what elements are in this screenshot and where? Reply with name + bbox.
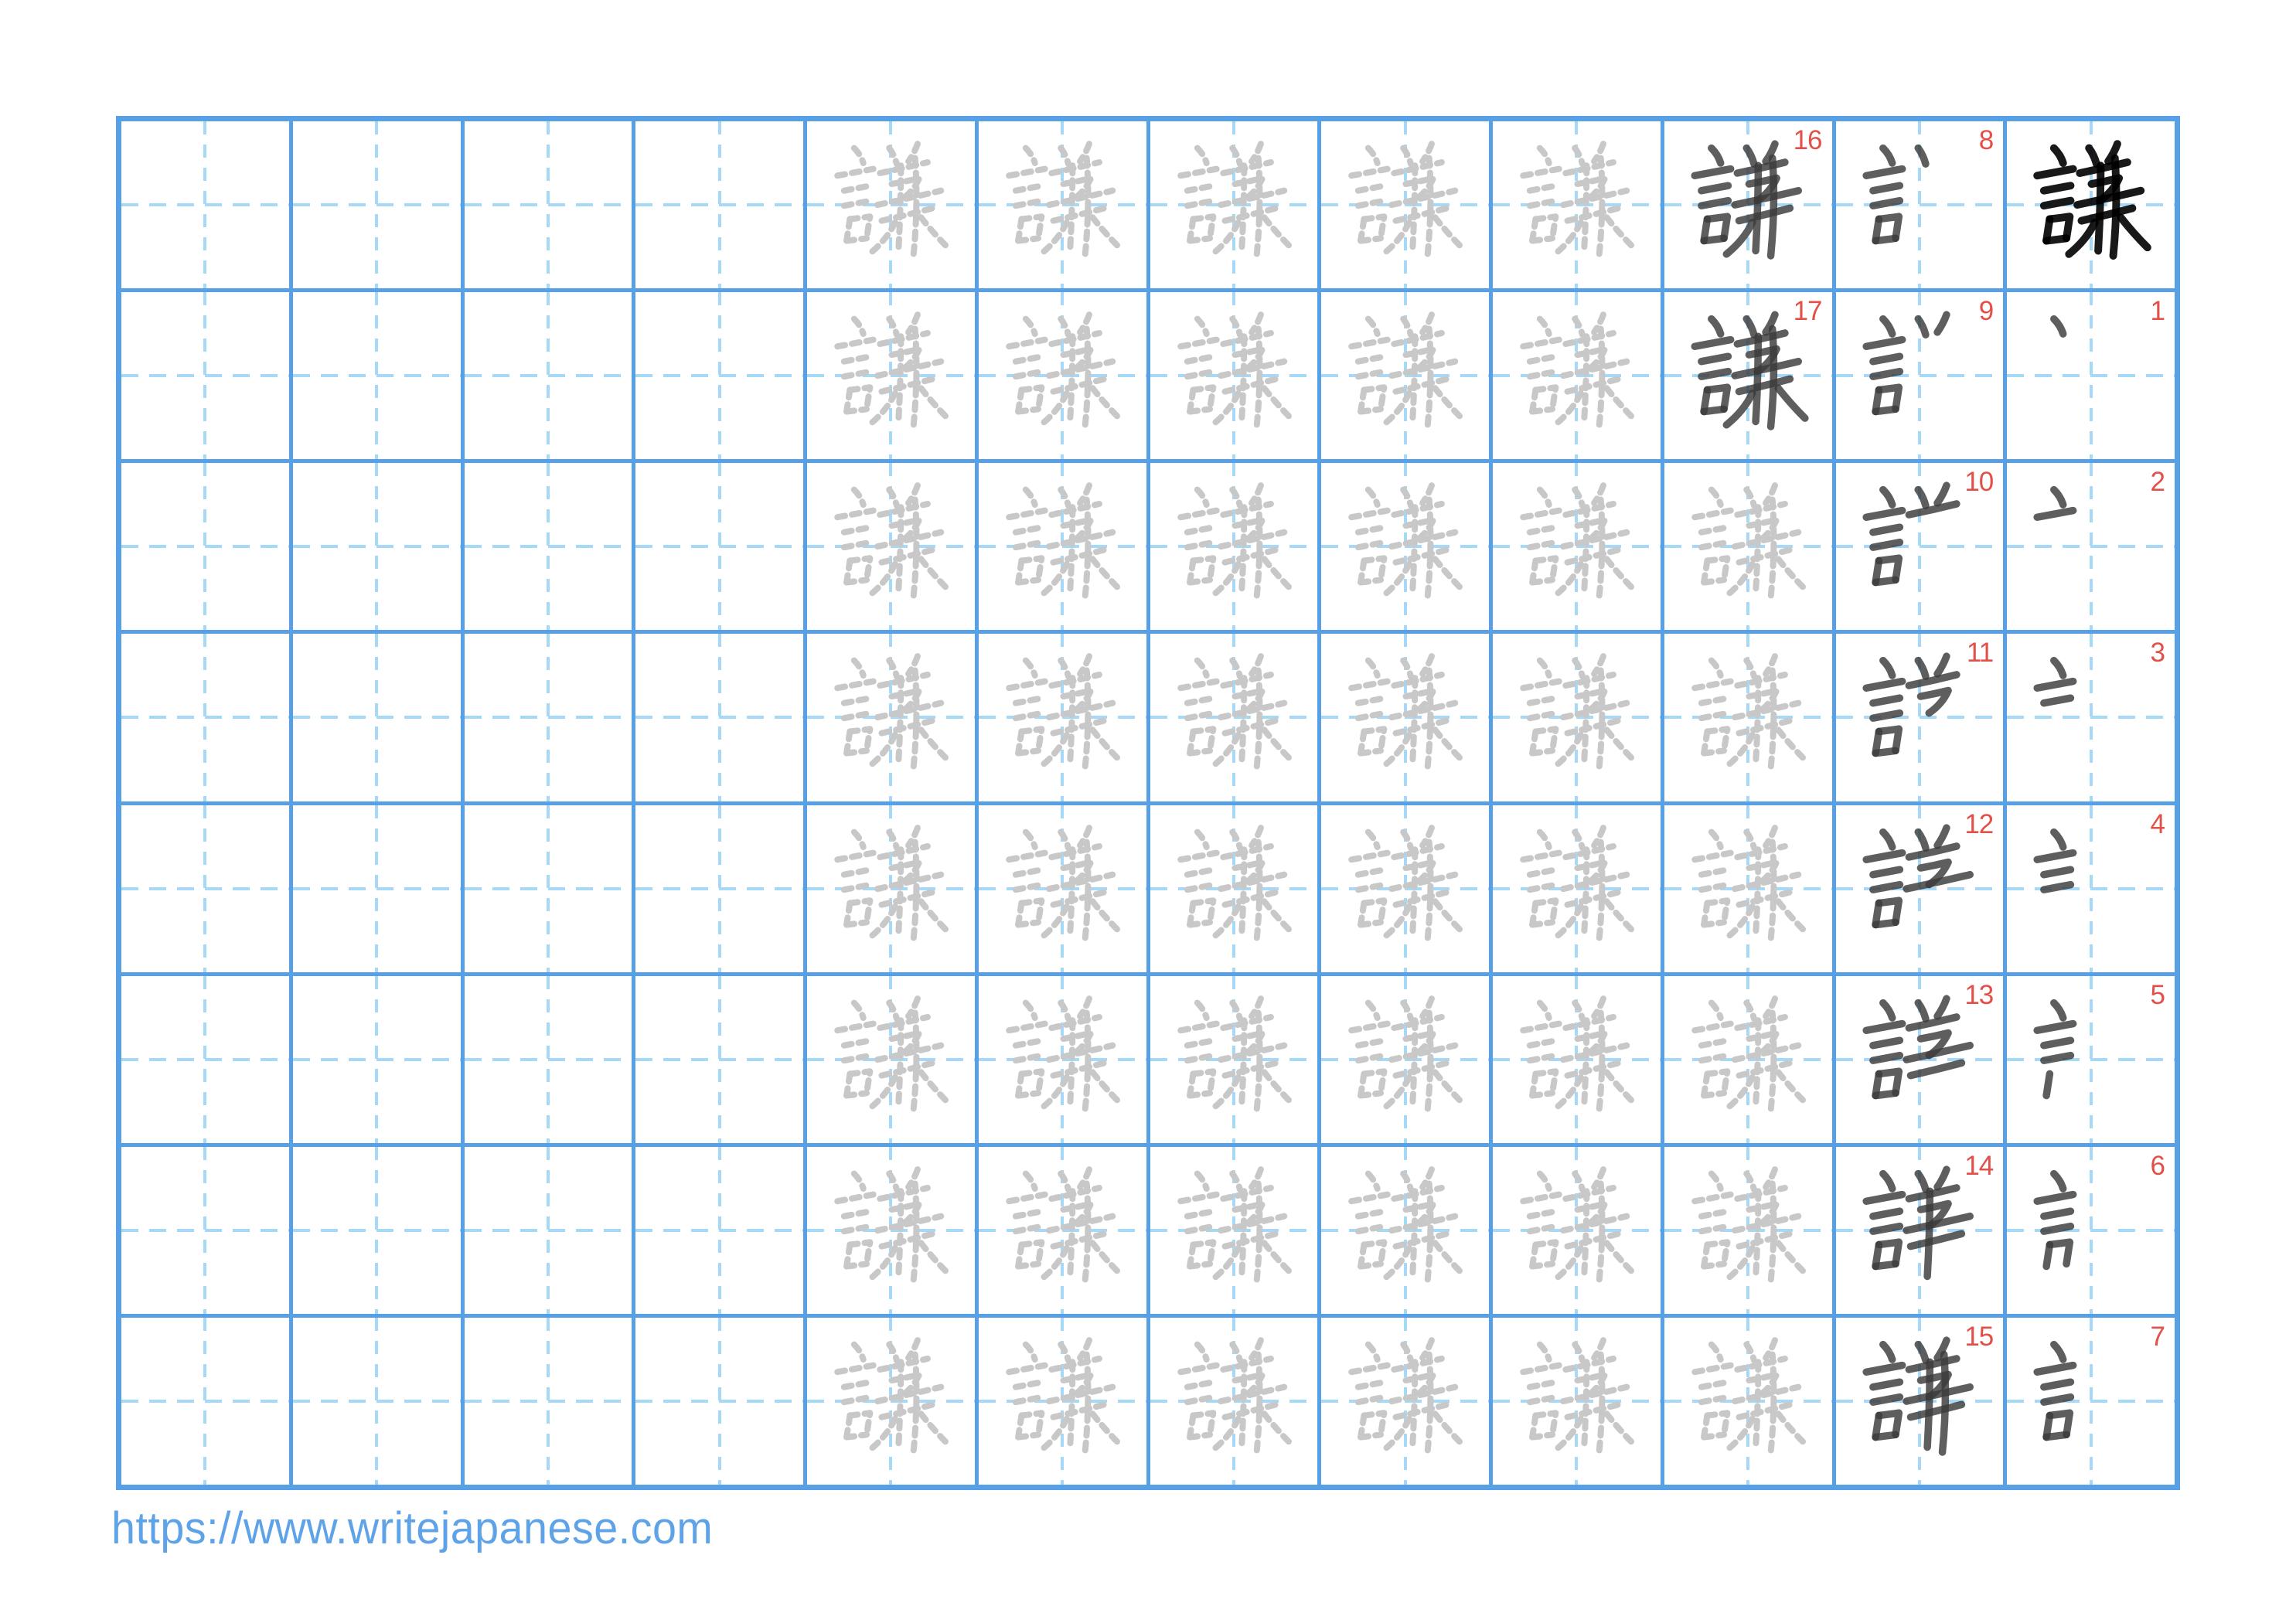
- kanji-partial-strokes: [2007, 634, 2175, 801]
- kanji-trace-outline: [1321, 121, 1489, 288]
- kanji-trace-outline: [1150, 292, 1318, 459]
- stroke-number: 11: [1966, 638, 1994, 669]
- kanji-trace-outline: [1493, 292, 1661, 459]
- stroke-step-cell: [2007, 1147, 2175, 1314]
- stroke-step-cell: [2007, 1318, 2175, 1485]
- practice-cell-empty: [121, 1147, 289, 1314]
- stroke-step-cell: [2007, 805, 2175, 972]
- trace-cell: [979, 1147, 1146, 1314]
- kanji-trace-outline: [1493, 463, 1661, 630]
- cell-center-guide-vertical: [203, 121, 206, 288]
- kanji-trace-outline: [979, 1318, 1146, 1485]
- example-kanji-cell: [2007, 121, 2175, 288]
- practice-cell-empty: [293, 976, 461, 1143]
- cell-center-guide-vertical: [547, 463, 550, 630]
- stroke-number: 16: [1793, 125, 1822, 155]
- kanji-trace-outline: [1664, 1147, 1832, 1314]
- practice-cell-empty: [121, 292, 289, 459]
- practice-cell-empty: [121, 1318, 289, 1485]
- trace-cell: [1321, 1147, 1489, 1314]
- cell-center-guide-vertical: [203, 1318, 206, 1485]
- stroke-step-cell: [1836, 805, 2004, 972]
- stroke-step-cell: [1836, 634, 2004, 801]
- practice-cell-empty: [121, 805, 289, 972]
- trace-cell: [807, 1147, 975, 1314]
- kanji-trace-outline: [1664, 976, 1832, 1143]
- kanji-partial-strokes: [2007, 805, 2175, 972]
- stroke-number: 15: [1964, 1321, 1994, 1352]
- practice-cell-empty: [293, 463, 461, 630]
- practice-cell-empty: [293, 1147, 461, 1314]
- trace-cell: [1493, 121, 1661, 288]
- kanji-trace-outline: [1321, 292, 1489, 459]
- kanji-trace-outline: [979, 1147, 1146, 1314]
- kanji-trace-outline: [1150, 463, 1318, 630]
- trace-cell: [979, 292, 1146, 459]
- trace-cell: [1150, 1318, 1318, 1485]
- kanji-partial-strokes: [1836, 292, 2004, 459]
- trace-cell: [1150, 976, 1318, 1143]
- trace-cell: [1493, 292, 1661, 459]
- kanji-trace-outline: [1321, 805, 1489, 972]
- kanji-partial-strokes: [2007, 1147, 2175, 1314]
- stroke-step-cell: [2007, 976, 2175, 1143]
- cell-center-guide-vertical: [547, 121, 550, 288]
- kanji-partial-strokes: [2007, 976, 2175, 1143]
- trace-cell: [979, 634, 1146, 801]
- practice-cell-empty: [293, 121, 461, 288]
- stroke-step-cell: [2007, 292, 2175, 459]
- trace-cell: [1493, 463, 1661, 630]
- practice-cell-empty: [465, 976, 632, 1143]
- kanji-trace-outline: [1321, 634, 1489, 801]
- stroke-number: 7: [2150, 1321, 2165, 1352]
- kanji-trace-outline: [1664, 805, 1832, 972]
- practice-cell-empty: [293, 292, 461, 459]
- kanji-trace-outline: [1664, 1318, 1832, 1485]
- cell-center-guide-vertical: [718, 634, 721, 801]
- kanji-trace-outline: [1493, 1147, 1661, 1314]
- stroke-number: 1: [2150, 296, 2165, 327]
- kanji-trace-outline: [1664, 463, 1832, 630]
- practice-cell-empty: [635, 634, 803, 801]
- stroke-number: 9: [1978, 296, 1994, 327]
- trace-cell: [807, 121, 975, 288]
- practice-cell-empty: [293, 634, 461, 801]
- stroke-number: 12: [1964, 808, 1994, 839]
- kanji-trace-outline: [1493, 805, 1661, 972]
- trace-cell: [1321, 121, 1489, 288]
- cell-center-guide-vertical: [375, 121, 378, 288]
- kanji-trace-outline: [1150, 805, 1318, 972]
- cell-center-guide-vertical: [718, 805, 721, 972]
- kanji-trace-outline: [1321, 463, 1489, 630]
- trace-cell: [1150, 121, 1318, 288]
- practice-cell-empty: [121, 976, 289, 1143]
- stroke-number: 14: [1964, 1150, 1994, 1181]
- stroke-number: 8: [1978, 125, 1994, 155]
- practice-grid: [116, 116, 2180, 1490]
- kanji-trace-outline: [1493, 121, 1661, 288]
- practice-cell-empty: [121, 634, 289, 801]
- kanji-partial-strokes: [2007, 1318, 2175, 1485]
- trace-cell: [1493, 976, 1661, 1143]
- kanji-trace-outline: [1321, 1318, 1489, 1485]
- practice-cell-empty: [465, 634, 632, 801]
- trace-cell: [807, 1318, 975, 1485]
- cell-center-guide-vertical: [375, 1147, 378, 1314]
- practice-cell-empty: [465, 292, 632, 459]
- kanji-trace-outline: [807, 805, 975, 972]
- stroke-step-cell: [1836, 976, 2004, 1143]
- trace-cell: [1493, 1147, 1661, 1314]
- cell-center-guide-vertical: [547, 805, 550, 972]
- practice-cell-empty: [635, 1318, 803, 1485]
- practice-cell-empty: [635, 976, 803, 1143]
- cell-center-guide-vertical: [547, 1147, 550, 1314]
- trace-cell: [1321, 1318, 1489, 1485]
- practice-cell-empty: [465, 805, 632, 972]
- stroke-number: 6: [2150, 1150, 2165, 1181]
- trace-cell: [1150, 805, 1318, 972]
- kanji-trace-outline: [1493, 634, 1661, 801]
- kanji-trace-outline: [1493, 976, 1661, 1143]
- practice-cell-empty: [465, 463, 632, 630]
- stroke-number: 5: [2150, 979, 2165, 1010]
- cell-center-guide-vertical: [203, 976, 206, 1143]
- cell-center-guide-vertical: [203, 634, 206, 801]
- stroke-number: 17: [1793, 296, 1822, 327]
- cell-center-guide-vertical: [718, 463, 721, 630]
- kanji-trace-outline: [1664, 634, 1832, 801]
- stroke-step-cell: [2007, 634, 2175, 801]
- trace-cell: [1664, 805, 1832, 972]
- kanji-partial-strokes: [2007, 292, 2175, 459]
- stroke-step-cell: [1836, 463, 2004, 630]
- cell-center-guide-vertical: [203, 1147, 206, 1314]
- trace-cell: [1321, 463, 1489, 630]
- cell-center-guide-vertical: [718, 121, 721, 288]
- trace-cell: [1664, 634, 1832, 801]
- trace-cell: [1150, 1147, 1318, 1314]
- stroke-number: 4: [2150, 808, 2165, 839]
- trace-cell: [979, 121, 1146, 288]
- kanji-trace-outline: [979, 463, 1146, 630]
- stroke-step-cell: [1836, 1147, 2004, 1314]
- kanji-trace-outline: [807, 1318, 975, 1485]
- stroke-number: 10: [1964, 467, 1994, 498]
- practice-cell-empty: [635, 805, 803, 972]
- kanji-trace-outline: [807, 1147, 975, 1314]
- trace-cell: [979, 976, 1146, 1143]
- kanji-trace-outline: [979, 634, 1146, 801]
- cell-center-guide-vertical: [547, 292, 550, 459]
- kanji-trace-outline: [807, 976, 975, 1143]
- practice-cell-empty: [465, 1147, 632, 1314]
- practice-cell-empty: [121, 121, 289, 288]
- cell-center-guide-vertical: [375, 805, 378, 972]
- cell-center-guide-vertical: [203, 292, 206, 459]
- stroke-step-cell: [1836, 121, 2004, 288]
- trace-cell: [1321, 805, 1489, 972]
- trace-cell: [1150, 634, 1318, 801]
- trace-cell: [807, 805, 975, 972]
- trace-cell: [979, 1318, 1146, 1485]
- kanji-trace-outline: [807, 634, 975, 801]
- practice-cell-empty: [293, 805, 461, 972]
- kanji-trace-outline: [979, 121, 1146, 288]
- stroke-step-cell: [1836, 1318, 2004, 1485]
- trace-cell: [1493, 805, 1661, 972]
- trace-cell: [1493, 634, 1661, 801]
- trace-cell: [807, 463, 975, 630]
- trace-cell: [807, 976, 975, 1143]
- kanji-trace-outline: [1321, 1147, 1489, 1314]
- trace-cell: [1150, 463, 1318, 630]
- kanji-trace-outline: [807, 463, 975, 630]
- stroke-step-cell: [1664, 121, 1832, 288]
- kanji-example-strokes: [2007, 121, 2175, 288]
- cell-center-guide-vertical: [375, 463, 378, 630]
- footer-url: https://www.writejapanese.com: [111, 1503, 714, 1553]
- stroke-number: 13: [1964, 979, 1994, 1010]
- trace-cell: [1150, 292, 1318, 459]
- kanji-trace-outline: [1321, 976, 1489, 1143]
- practice-cell-empty: [635, 1147, 803, 1314]
- stroke-number: 3: [2150, 638, 2165, 669]
- kanji-partial-strokes: [1836, 121, 2004, 288]
- practice-cell-empty: [635, 121, 803, 288]
- trace-cell: [1493, 1318, 1661, 1485]
- cell-center-guide-vertical: [375, 634, 378, 801]
- cell-center-guide-vertical: [718, 976, 721, 1143]
- kanji-trace-outline: [1150, 634, 1318, 801]
- trace-cell: [1321, 976, 1489, 1143]
- kanji-trace-outline: [979, 805, 1146, 972]
- trace-cell: [1321, 634, 1489, 801]
- trace-cell: [1664, 1147, 1832, 1314]
- kanji-trace-outline: [1493, 1318, 1661, 1485]
- stroke-step-cell: [2007, 463, 2175, 630]
- cell-center-guide-vertical: [203, 805, 206, 972]
- trace-cell: [807, 634, 975, 801]
- trace-cell: [1664, 1318, 1832, 1485]
- kanji-partial-strokes: [2007, 463, 2175, 630]
- practice-cell-empty: [465, 121, 632, 288]
- kanji-trace-outline: [979, 976, 1146, 1143]
- kanji-trace-outline: [1150, 1147, 1318, 1314]
- trace-cell: [1664, 463, 1832, 630]
- cell-center-guide-vertical: [718, 292, 721, 459]
- stroke-step-cell: [1664, 292, 1832, 459]
- cell-center-guide-vertical: [547, 976, 550, 1143]
- practice-cell-empty: [121, 463, 289, 630]
- kanji-trace-outline: [807, 121, 975, 288]
- cell-center-guide-vertical: [203, 463, 206, 630]
- cell-center-guide-vertical: [375, 1318, 378, 1485]
- stroke-step-cell: [1836, 292, 2004, 459]
- cell-center-guide-vertical: [375, 976, 378, 1143]
- trace-cell: [1664, 976, 1832, 1143]
- trace-cell: [979, 463, 1146, 630]
- practice-cell-empty: [635, 463, 803, 630]
- cell-center-guide-vertical: [547, 634, 550, 801]
- practice-cell-empty: [465, 1318, 632, 1485]
- trace-cell: [1321, 292, 1489, 459]
- cell-center-guide-vertical: [375, 292, 378, 459]
- cell-center-guide-vertical: [718, 1318, 721, 1485]
- practice-cell-empty: [293, 1318, 461, 1485]
- trace-cell: [979, 805, 1146, 972]
- cell-center-guide-vertical: [718, 1147, 721, 1314]
- kanji-trace-outline: [1150, 1318, 1318, 1485]
- kanji-trace-outline: [1150, 121, 1318, 288]
- kanji-trace-outline: [1150, 976, 1318, 1143]
- trace-cell: [807, 292, 975, 459]
- kanji-trace-outline: [807, 292, 975, 459]
- cell-center-guide-vertical: [547, 1318, 550, 1485]
- stroke-number: 2: [2150, 467, 2165, 498]
- kanji-trace-outline: [979, 292, 1146, 459]
- practice-cell-empty: [635, 292, 803, 459]
